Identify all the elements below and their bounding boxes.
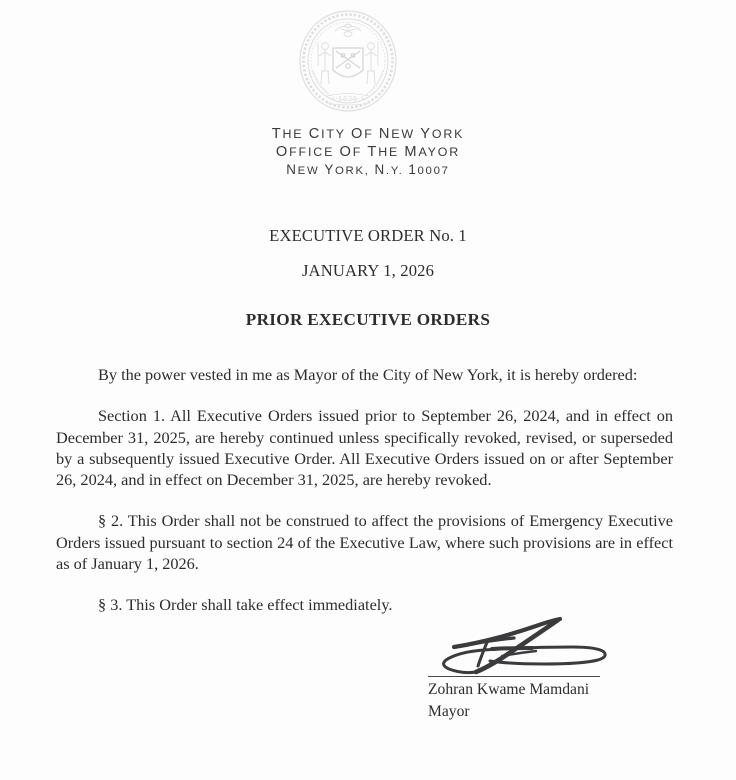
document-body xyxy=(56,364,673,616)
executive-order-date: JANUARY 1, 2026 xyxy=(301,261,435,280)
letterhead-line-office: OFFICE OF THE MAYOR xyxy=(275,143,461,160)
signature-rule xyxy=(428,676,600,677)
paragraph-section-1: Section 1. All Executive Orders issued prior to September 26, 2024, and in effect on December 31, 2025, are hereby continued unless specifically revoked, revised, or superseded by a subsequently issued Executive Order. All Executive Orders issued on or after September 26, 2024, and in effect on December 31, 2025, are hereby revoked. xyxy=(56,406,673,490)
signature-block xyxy=(428,616,678,722)
city-seal xyxy=(297,8,399,114)
paragraph-section-3: § 3. This Order shall take effect immediately. xyxy=(98,595,393,615)
seal-year-text: 1625 xyxy=(338,94,358,103)
letterhead-line-address: NEW YORK, N.Y. 10007 xyxy=(286,162,450,178)
signature-icon xyxy=(432,616,617,678)
signatory-name: Zohran Kwame Mamdani xyxy=(428,681,590,698)
executive-order-subject: PRIOR EXECUTIVE ORDERS xyxy=(245,310,491,329)
letterhead xyxy=(0,126,736,181)
letterhead-line-city: THE CITY OF NEW YORK xyxy=(271,126,465,142)
paragraph-section-2: § 2. This Order shall not be construed to affect the provisions of Emergency Executive Orders issued pursuant to section 24 of the Executive Law, where such provisions are in effect as of January 1, 2026. xyxy=(56,511,673,574)
executive-order-number: EXECUTIVE ORDER No. 1 xyxy=(269,226,467,245)
signatory-title: Mayor xyxy=(428,703,470,721)
paragraph-preamble: By the power vested in me as Mayor of the City of New York, it is hereby ordered: xyxy=(98,365,638,384)
